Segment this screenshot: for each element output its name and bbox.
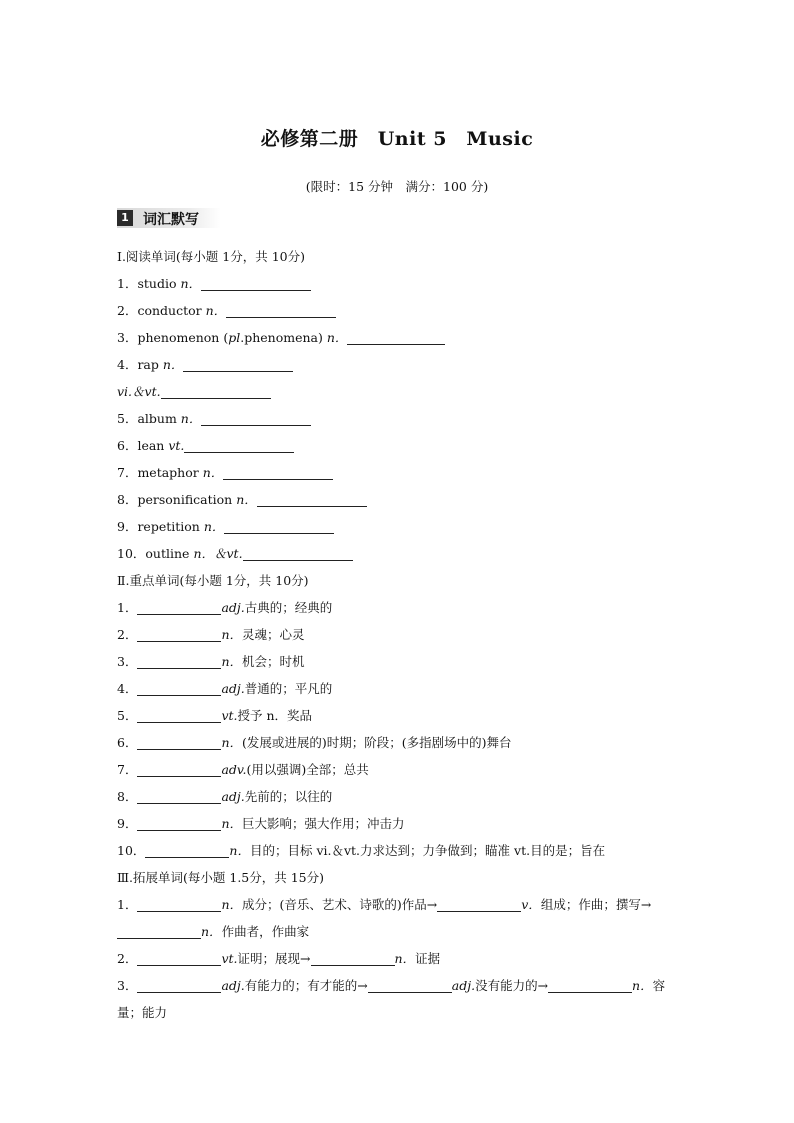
answer-blank[interactable]	[226, 303, 336, 318]
answer-blank[interactable]	[137, 978, 221, 993]
answer-blank[interactable]	[368, 978, 452, 993]
part2-item: 2． n．灵魂；心灵	[117, 627, 305, 642]
part2-item: 8． adj.先前的；以往的	[117, 789, 333, 804]
part1-item: 1．studio n．	[117, 270, 682, 297]
answer-blank[interactable]	[137, 816, 221, 831]
answer-blank[interactable]	[137, 708, 221, 723]
answer-blank[interactable]	[548, 978, 632, 993]
answer-blank[interactable]	[161, 384, 271, 399]
answer-blank[interactable]	[201, 411, 311, 426]
answer-blank[interactable]	[347, 330, 445, 345]
part3-heading: Ⅲ.拓展单词(每小题 1.5分，共 15分)	[117, 870, 325, 885]
answer-blank[interactable]	[223, 465, 333, 480]
answer-blank[interactable]	[137, 951, 221, 966]
answer-blank[interactable]	[117, 924, 201, 939]
part1-item: 6．lean vt.	[117, 432, 682, 459]
answer-blank[interactable]	[137, 681, 221, 696]
answer-blank[interactable]	[137, 762, 221, 777]
answer-blank[interactable]	[137, 654, 221, 669]
part2-item: 4． adj.普通的；平凡的	[117, 681, 333, 696]
part1-item: vi.＆vt.	[117, 378, 682, 405]
answer-blank[interactable]	[137, 600, 221, 615]
part2-item: 9． n．巨大影响；强大作用；冲击力	[117, 816, 405, 831]
part2-item: 3． n．机会；时机	[117, 654, 305, 669]
answer-blank[interactable]	[257, 492, 367, 507]
answer-blank[interactable]	[137, 789, 221, 804]
exercise-content	[117, 243, 682, 1026]
answer-blank[interactable]	[437, 897, 521, 912]
part2-item: 6． n．(发展或进展的)时期；阶段；(多指剧场中的)舞台	[117, 735, 512, 750]
part2-item: 5． vt.授予 n．奖品	[117, 708, 313, 723]
answer-blank[interactable]	[224, 519, 334, 534]
answer-blank[interactable]	[137, 627, 221, 642]
answer-blank[interactable]	[201, 276, 311, 291]
part2-heading: Ⅱ.重点单词(每小题 1分，共 10分)	[117, 573, 309, 588]
answer-blank[interactable]	[183, 357, 293, 372]
part2-item: 1． adj.古典的；经典的	[117, 600, 333, 615]
answer-blank[interactable]	[137, 897, 221, 912]
part1-item: 9．repetition n．	[117, 513, 682, 540]
part3-item: 2． vt.证明；展现→ n．证据	[117, 951, 441, 966]
page-title: 必修第二册 Unit 5 Music	[260, 128, 534, 150]
part3-item: 1． n．成分；(音乐、艺术、诗歌的)作品→ v．组成；作曲；撰写→n．作曲者，作曲家	[117, 897, 652, 939]
part1-item: 2．conductor n．	[117, 297, 682, 324]
part1-item: 5．album n．	[117, 405, 682, 432]
time-score-note: (限时：15 分钟 满分：100 分)	[305, 179, 489, 194]
part1-item: 3．phenomenon (pl.phenomena) n．	[117, 324, 682, 351]
part1-item: 10．outline n．＆vt.	[117, 540, 682, 567]
answer-blank[interactable]	[184, 438, 294, 453]
answer-blank[interactable]	[145, 843, 229, 858]
answer-blank[interactable]	[137, 735, 221, 750]
section-header	[117, 208, 221, 228]
part1-item: 7．metaphor n．	[117, 459, 682, 486]
section-number-badge: 1	[117, 210, 133, 226]
answer-blank[interactable]	[243, 546, 353, 561]
part1-item: 4．rap n．	[117, 351, 682, 378]
answer-blank[interactable]	[311, 951, 395, 966]
part2-item: 7． adv.(用以强调)全部；总共	[117, 762, 369, 777]
part1-heading: Ⅰ.阅读单词(每小题 1分，共 10分)	[117, 249, 305, 264]
part2-item: 10． n．目的；目标 vi.＆vt.力求达到；力争做到；瞄准 vt.目的是；旨在	[117, 843, 606, 858]
section-title: 词汇默写	[143, 212, 199, 228]
part3-item: 3． adj.有能力的；有才能的→ adj.没有能力的→ n．容量；能力	[117, 978, 666, 1020]
part1-item: 8．personification n．	[117, 486, 682, 513]
